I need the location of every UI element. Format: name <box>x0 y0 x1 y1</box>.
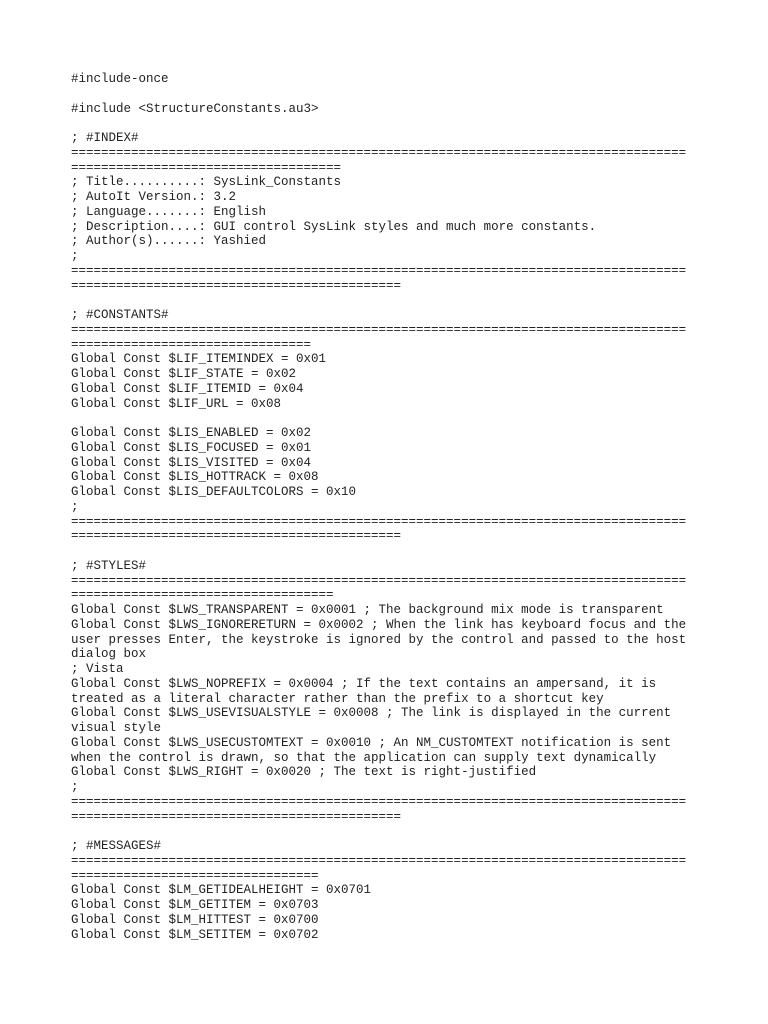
code-line: Global Const $LIF_ITEMINDEX = 0x01 <box>71 352 327 367</box>
code-line: ; Title..........: SysLink_Constants <box>71 175 342 190</box>
code-line: ================================================================================== <box>71 322 687 337</box>
code-line: ================================= <box>71 868 319 883</box>
code-line: ==================================== <box>71 160 342 175</box>
code-line: ================================================================================== <box>71 514 687 529</box>
code-line: ================================================================================== <box>71 145 687 160</box>
code-line: ; #STYLES# <box>71 558 147 573</box>
code-line: ; #INDEX# <box>71 131 139 145</box>
code-line: ; Vista <box>71 662 124 676</box>
code-line: ============================================ <box>71 529 402 544</box>
code-line: Global Const $LM_HITTEST = 0x0700 <box>71 912 319 927</box>
code-line: Global Const $LWS_RIGHT = 0x0020 ; The text is right-justified <box>71 765 537 780</box>
code-line: Global Const $LWS_USEVISUALSTYLE = 0x0008 ; The link is displayed in the current <box>71 706 672 721</box>
code-line: Global Const $LM_GETIDEALHEIGHT = 0x0701 <box>71 883 372 898</box>
code-line: ================================================================================== <box>71 573 687 588</box>
code-line: Global Const $LWS_NOPREFIX = 0x0004 ; If the text contains an ampersand, it is <box>71 676 657 691</box>
code-line: visual style <box>71 721 162 735</box>
code-line: Global Const $LIS_ENABLED = 0x02 <box>71 426 312 440</box>
code-line: Global Const $LIF_URL = 0x08 <box>71 396 282 411</box>
code-line: ; #MESSAGES# <box>71 839 162 853</box>
code-line: ============================================ <box>71 278 402 293</box>
code-line: ; <box>71 499 79 514</box>
code-line: Global Const $LIS_DEFAULTCOLORS = 0x10 <box>71 485 357 499</box>
code-line: dialog box <box>71 647 147 662</box>
document-page <box>71 72 751 942</box>
code-line: Global Const $LIS_HOTTRACK = 0x08 <box>71 470 319 485</box>
code-line: ============================================ <box>71 809 402 824</box>
code-line: ; <box>71 249 79 263</box>
code-line: Global Const $LWS_IGNORERETURN = 0x0002 ; When the link has keyboard focus and the <box>71 617 687 632</box>
code-line: Global Const $LIF_STATE = 0x02 <box>71 367 297 381</box>
code-line: treated as a literal character rather than the prefix to a shortcut key <box>71 691 604 706</box>
code-line: #include <StructureConstants.au3> <box>71 101 319 116</box>
code-line: Global Const $LWS_TRANSPARENT = 0x0001 ; The background mix mode is transparent <box>71 603 664 617</box>
blank-line <box>71 293 751 308</box>
blank-line <box>71 544 751 559</box>
code-line: Global Const $LIS_FOCUSED = 0x01 <box>71 440 312 455</box>
blank-line <box>71 411 751 426</box>
code-line: Global Const $LIF_ITEMID = 0x04 <box>71 381 304 396</box>
blank-line <box>71 824 751 839</box>
code-line: Global Const $LM_SETITEM = 0x0702 <box>71 927 319 942</box>
code-line: ; #CONSTANTS# <box>71 308 169 322</box>
code-line: #include-once <box>71 72 169 86</box>
code-line: user presses Enter, the keystroke is ignored by the control and passed to the host <box>71 632 687 647</box>
code-line: ; AutoIt Version.: 3.2 <box>71 190 237 204</box>
code-line: ================================================================================== <box>71 263 687 278</box>
code-line: ; Language.......: English <box>71 204 267 219</box>
code-line: ; Author(s)......: Yashied <box>71 234 267 249</box>
code-line: Global Const $LM_GETITEM = 0x0703 <box>71 898 319 912</box>
code-line: ================================================================================== <box>71 794 687 809</box>
code-line: ================================ <box>71 337 312 352</box>
blank-line <box>71 87 751 102</box>
code-line: ================================================================================== <box>71 853 687 868</box>
code-line: ; Description....: GUI control SysLink styles and much more constants. <box>71 219 597 234</box>
code-line: =================================== <box>71 588 334 603</box>
code-line: when the control is drawn, so that the application can supply text dynamically <box>71 750 657 765</box>
code-line: Global Const $LWS_USECUSTOMTEXT = 0x0010 ; An NM_CUSTOMTEXT notification is sent <box>71 735 672 750</box>
code-line: ; <box>71 780 79 794</box>
code-line: Global Const $LIS_VISITED = 0x04 <box>71 455 312 470</box>
blank-line <box>71 116 751 131</box>
